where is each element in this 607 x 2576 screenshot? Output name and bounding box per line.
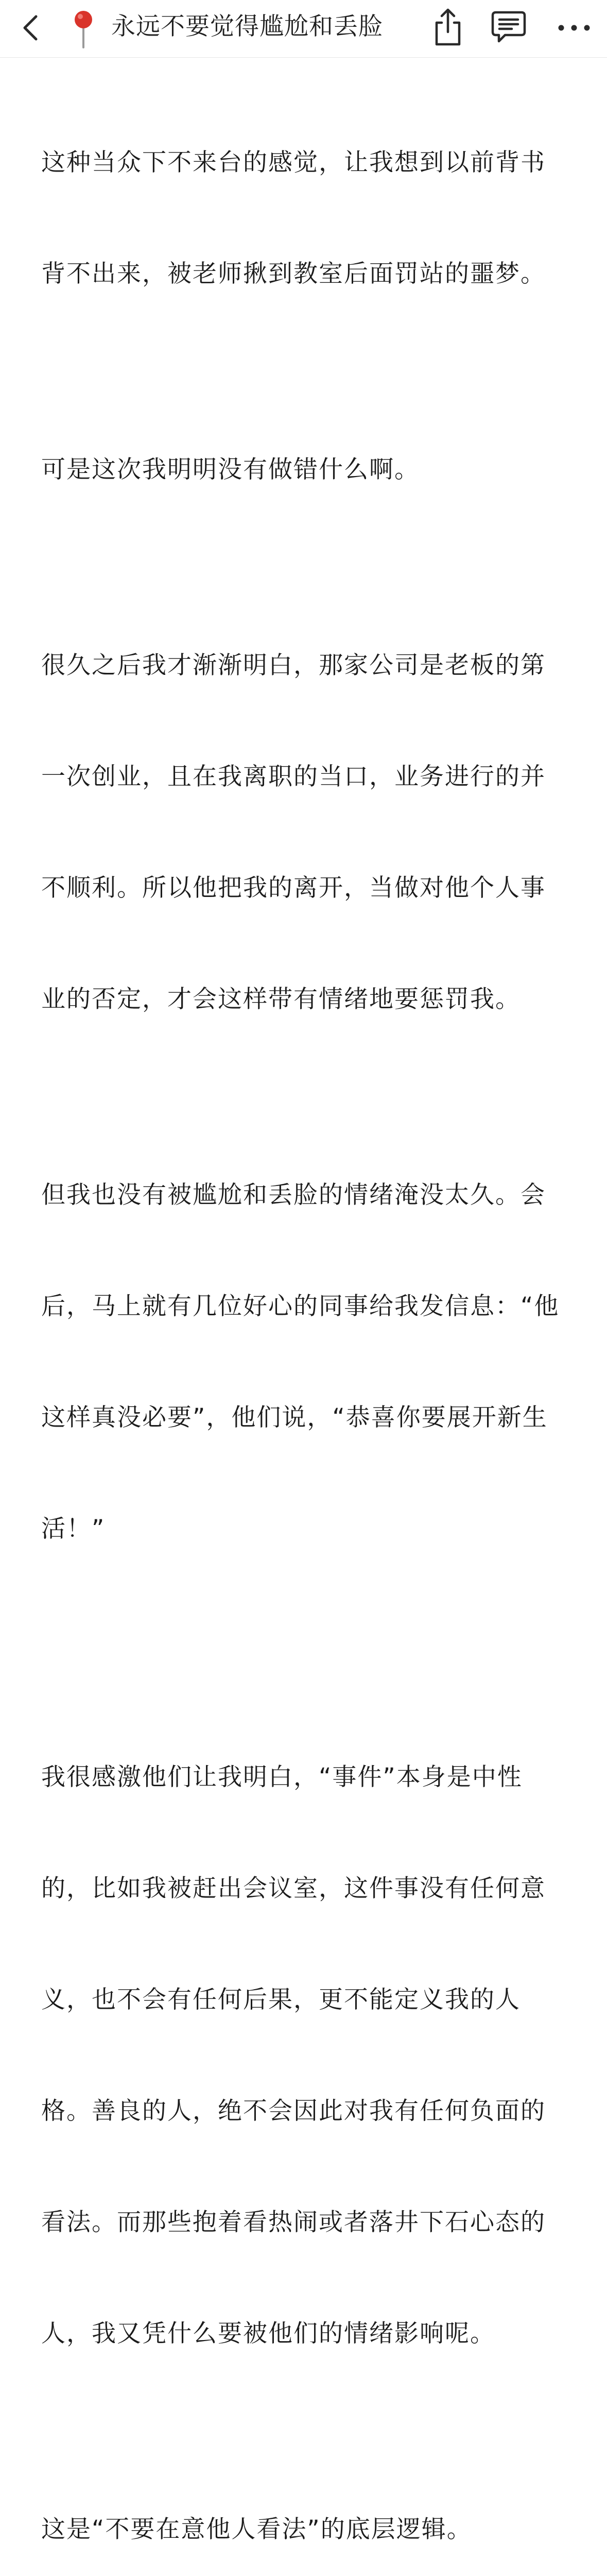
navigation-bar — [0, 0, 607, 58]
text-line: 活！” — [41, 1515, 106, 1543]
share-button[interactable] — [428, 4, 467, 50]
paragraph-6 — [41, 2437, 556, 2576]
text-line: 格。善良的人，绝不会因此对我有任何负面的 — [41, 2097, 546, 2125]
text-line: 背不出来，被老师揪到教室后面罚站的噩梦。 — [41, 260, 546, 288]
paragraph-spacer — [41, 1632, 556, 1685]
page-title: 永远不要觉得尴尬和丢脸 — [111, 12, 383, 41]
back-button[interactable] — [11, 8, 50, 47]
text-line: 人，我又凭什么要被他们的情绪影响呢。 — [41, 2319, 495, 2348]
text-line: 后，马上就有几位好心的同事给我发信息：“他 — [41, 1292, 560, 1320]
paragraph-5 — [41, 1685, 556, 2427]
chevron-left-icon — [21, 13, 41, 42]
text-line: 义，也不会有任何后果，更不能定义我的人 — [41, 1986, 521, 2014]
text-line: 业的否定，才会这样带有情绪地要惩罚我。 — [41, 985, 521, 1013]
pushpin-icon — [68, 8, 99, 49]
paragraph-1 — [41, 70, 556, 367]
text-line: 这种当众下不来台的感觉，让我想到以前背书 — [41, 148, 546, 177]
comment-icon — [491, 10, 527, 44]
text-line: 这样真没必要”，他们说，“恭喜你要展开新生 — [41, 1403, 548, 1432]
more-button[interactable] — [551, 8, 597, 47]
text-line: 的，比如我被赶出会议室，这件事没有任何意 — [41, 1874, 546, 1903]
share-icon — [432, 7, 463, 47]
text-line: 但我也没有被尴尬和丢脸的情绪淹没太久。会 — [41, 1181, 546, 1209]
text-line: 我很感激他们让我明白，“事件”本身是中性 — [41, 1763, 523, 1791]
paragraph-4 — [41, 1103, 560, 1622]
text-line: 很久之后我才渐渐明白，那家公司是老板的第 — [41, 651, 546, 680]
more-horizontal-icon — [558, 24, 591, 31]
text-line: 这是“不要在意他人看法”的底层逻辑。 — [41, 2515, 472, 2544]
paragraph-2 — [41, 377, 556, 563]
text-line: 不顺利。所以他把我的离开，当做对他个人事 — [41, 874, 546, 902]
text-line: 一次创业，且在我离职的当口，业务进行的并 — [41, 762, 546, 791]
paragraph-3 — [41, 573, 556, 1092]
comment-button[interactable] — [487, 4, 530, 50]
article-body — [41, 70, 560, 2576]
text-line: 可是这次我明明没有做错什么啊。 — [41, 455, 420, 484]
text-line: 看法。而那些抱着看热闹或者落井下石心态的 — [41, 2208, 546, 2236]
